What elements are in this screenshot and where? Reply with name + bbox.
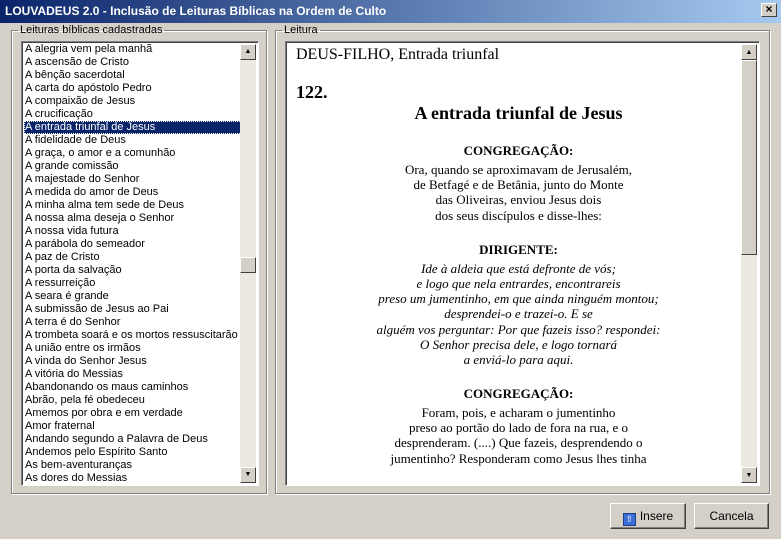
reading-line: alguém vos perguntar: Por que fazeis isso? respondei: — [376, 321, 661, 337]
scroll-down-icon: ▼ — [745, 471, 753, 479]
list-item[interactable]: Andando segundo a Palavra de Deus — [25, 433, 208, 445]
reading-title: A entrada triunfal de Jesus — [414, 103, 623, 123]
scroll-up-button[interactable] — [240, 44, 256, 60]
list-item[interactable]: A parábola do semeador — [25, 238, 145, 250]
window-title: LOUVADEUS 2.0 - Inclusão de Leituras Bíblicas na Ordem de Culto — [5, 4, 387, 18]
list-item[interactable]: Andemos pelo Espírito Santo — [25, 446, 168, 458]
close-icon: × — [765, 2, 773, 16]
reading-role: CONGREGAÇÃO: — [463, 143, 574, 158]
insert-button[interactable] — [610, 503, 686, 529]
list-item[interactable]: A majestade do Senhor — [25, 173, 140, 185]
reading-sections — [296, 140, 741, 466]
reading-line: das Oliveiras, enviou Jesus dois — [435, 192, 602, 208]
list-item[interactable]: A vinda do Senhor Jesus — [25, 355, 147, 367]
list-item[interactable]: A ascensão de Cristo — [25, 56, 129, 68]
reading-scrollbar[interactable] — [741, 44, 757, 483]
title-bar — [0, 0, 781, 23]
readings-listbox[interactable] — [21, 41, 259, 486]
list-item[interactable]: As dores do Messias — [25, 472, 128, 484]
reading-line: Foram, pois, e acharam o jumentinho — [421, 405, 616, 421]
reading-header: DEUS-FILHO, Entrada triunfal — [296, 46, 500, 63]
reading-line: dos seus discípulos e disse-lhes: — [435, 207, 602, 223]
reading-role: CONGREGAÇÃO: — [463, 386, 574, 402]
list-item[interactable]: Abrão, pela fé obedeceu — [25, 394, 145, 406]
list-item[interactable]: A terra é do Senhor — [25, 316, 121, 328]
list-item[interactable]: A vitória do Messias — [25, 368, 123, 380]
reading-scroll-thumb[interactable] — [741, 60, 757, 255]
reading-scroll-up-button[interactable] — [741, 44, 757, 60]
reading-line: preso ao portão do lado de fora na rua, e o — [408, 420, 629, 436]
readings-list-legend: Leituras bíblicas cadastradas — [20, 24, 163, 36]
reading-line: Ide à aldeia que está defronte de vós; — [421, 260, 616, 276]
list-item[interactable]: A alegria vem pela manhã — [25, 43, 153, 55]
list-item[interactable]: A ressurreição — [25, 277, 96, 289]
list-item[interactable]: A paz de Cristo — [25, 251, 100, 263]
readings-list-scrollbar[interactable] — [240, 44, 256, 483]
scroll-thumb[interactable] — [240, 257, 256, 273]
scroll-up-icon: ▲ — [244, 48, 252, 55]
reading-line: e logo que nela entrardes, encontrareis — [416, 275, 621, 291]
list-item[interactable]: A fidelidade de Deus — [25, 134, 126, 146]
reading-line: Ora, quando se aproximavam de Jerusalém, — [404, 162, 633, 177]
reading-scroll-down-button[interactable] — [741, 467, 757, 483]
reading-lines — [296, 405, 741, 466]
reading-line: desprenderam. (....) Que fazeis, desprendendo o — [394, 435, 643, 451]
reading-line: desprendei-o e trazei-o. E se — [444, 306, 593, 322]
list-item[interactable]: A medida do amor de Deus — [25, 186, 159, 198]
scroll-up-icon: ▲ — [745, 48, 753, 56]
readings-list-items — [24, 43, 242, 485]
cancel-button[interactable] — [694, 503, 769, 529]
list-item[interactable]: A compaixão de Jesus — [25, 95, 136, 107]
reading-line: a enviá-lo para aqui. — [463, 351, 574, 367]
list-item[interactable]: A minha alma tem sede de Deus — [25, 199, 184, 211]
list-item[interactable]: Amemos por obra e em verdade — [25, 407, 183, 419]
close-button[interactable] — [761, 3, 777, 17]
reading-number: 122. — [296, 82, 328, 102]
reading-text-box[interactable] — [285, 41, 760, 486]
list-item[interactable]: A submissão de Jesus ao Pai — [25, 303, 169, 315]
list-item[interactable]: As bem-aventuranças — [25, 459, 132, 471]
scroll-down-button[interactable] — [240, 467, 256, 483]
reading-lines — [296, 261, 741, 367]
list-item[interactable]: A entrada triunfal de Jesus — [24, 121, 242, 134]
insert-arrow-icon: ⇧ — [623, 513, 636, 526]
reading-line: preso um jumentinho, em que ainda ninguém montou; — [378, 291, 659, 307]
list-item[interactable]: A crucificação — [25, 108, 93, 120]
reading-legend: Leitura — [284, 24, 318, 36]
list-item[interactable]: A união entre os irmãos — [25, 342, 141, 354]
list-item[interactable]: Amor fraternal — [25, 420, 95, 432]
list-item[interactable]: A seara é grande — [25, 290, 109, 302]
cancel-button-label: Cancela — [709, 509, 754, 523]
reading-lines — [296, 162, 741, 223]
list-item[interactable]: A nossa vida futura — [25, 225, 119, 237]
list-item[interactable]: A trombeta soará e os mortos ressuscitarão — [25, 329, 238, 341]
reading-line: O Senhor precisa dele, e logo tornará — [419, 336, 618, 352]
reading-line: jumentinho? Responderam como Jesus lhes tinha — [390, 450, 647, 466]
list-item[interactable]: A porta da salvação — [25, 264, 122, 276]
list-item[interactable]: A grande comissão — [25, 160, 119, 172]
reading-line: de Betfagé e de Betânia, junto do Monte — [413, 177, 624, 193]
list-item[interactable]: A nossa alma deseja o Senhor — [25, 212, 175, 224]
list-item[interactable]: A carta do apóstolo Pedro — [25, 82, 152, 94]
list-item[interactable]: Abandonando os maus caminhos — [25, 381, 189, 393]
reading-role: DIRIGENTE: — [479, 241, 558, 257]
reading-content — [296, 44, 741, 466]
list-item[interactable]: A graça, o amor e a comunhão — [25, 147, 176, 159]
insert-button-label: Insere — [639, 509, 674, 523]
scroll-down-icon: ▼ — [244, 471, 252, 478]
list-item[interactable]: A bênção sacerdotal — [25, 69, 125, 81]
